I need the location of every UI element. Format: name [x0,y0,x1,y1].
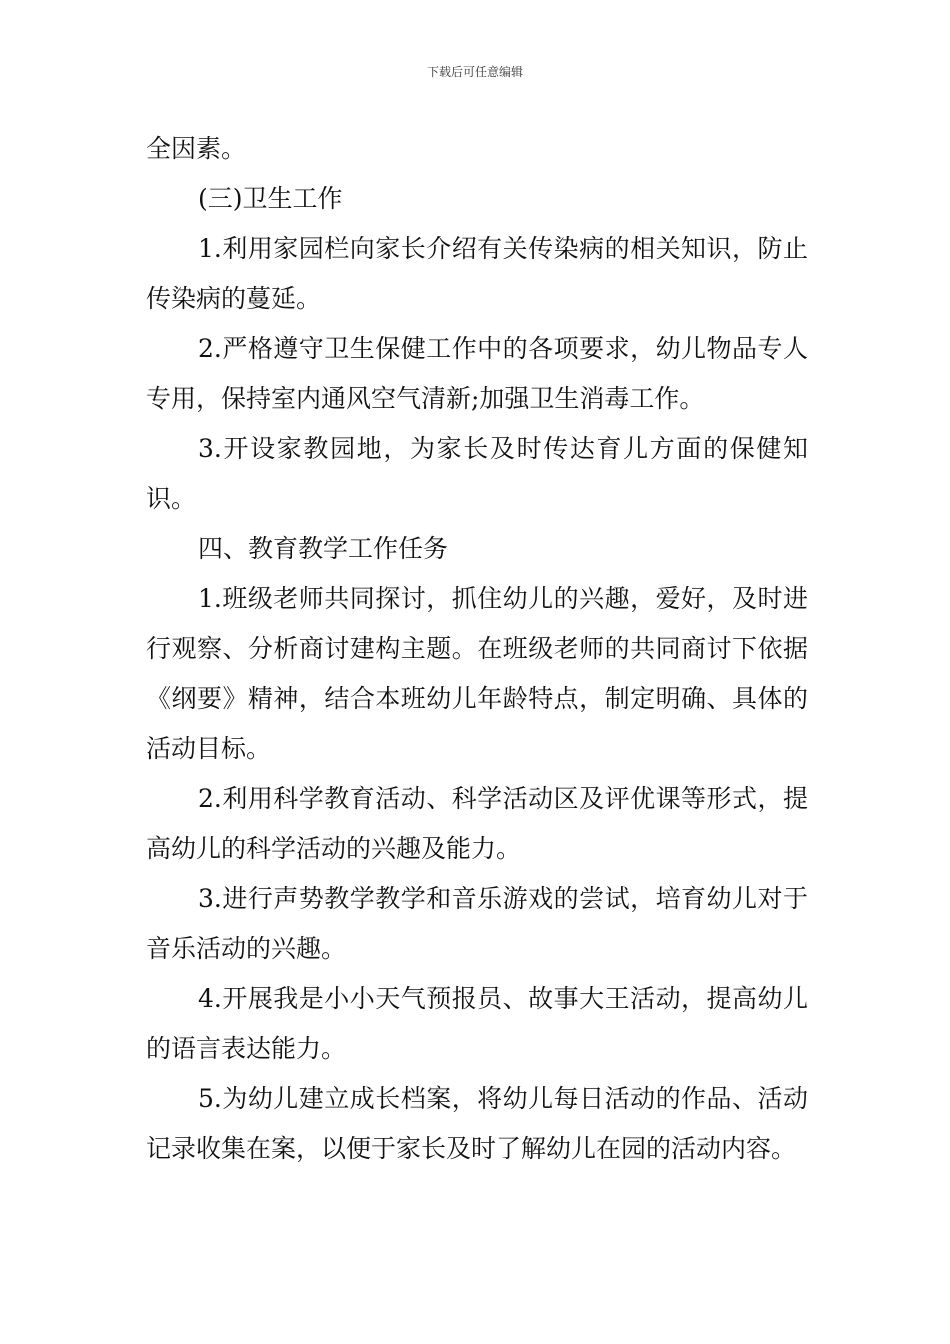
page-header: 下载后可任意编辑 [426,65,523,79]
paragraph-teaching-1: 1.班级老师共同探讨，抓住幼儿的兴趣，爱好，及时进行观察、分析商讨建构主题。在班级老师的共同商讨下依据《纲要》精神，结合本班幼儿年龄特点，制定明确、具体的活动目标。 [146,584,808,763]
paragraph-teaching-3: 3.进行声势教学教学和音乐游戏的尝试，培育幼儿对于音乐活动的兴趣。 [146,884,808,963]
paragraph-teaching-4: 4.开展我是小小天气预报员、故事大王活动，提高幼儿的语言表达能力。 [146,984,808,1063]
paragraph-hygiene-3: 3.开设家教园地，为家长及时传达育儿方面的保健知识。 [146,434,808,513]
section-heading-hygiene: (三)卫生工作 [198,184,343,213]
document-body [146,124,808,1174]
paragraph-continuation: 全因素。 [146,134,247,163]
paragraph-hygiene-2: 2.严格遵守卫生保健工作中的各项要求，幼儿物品专人专用，保持室内通风空气清新;加强卫生消毒工作。 [146,334,808,413]
paragraph-teaching-2: 2.利用科学教育活动、科学活动区及评优课等形式，提高幼儿的科学活动的兴趣及能力。 [146,784,808,863]
paragraph-teaching-5: 5.为幼儿建立成长档案，将幼儿每日活动的作品、活动记录收集在案，以便于家长及时了解幼儿在园的活动内容。 [146,1084,808,1163]
paragraph-hygiene-1: 1.利用家园栏向家长介绍有关传染病的相关知识，防止传染病的蔓延。 [146,234,808,313]
section-heading-teaching: 四、教育教学工作任务 [198,534,449,563]
